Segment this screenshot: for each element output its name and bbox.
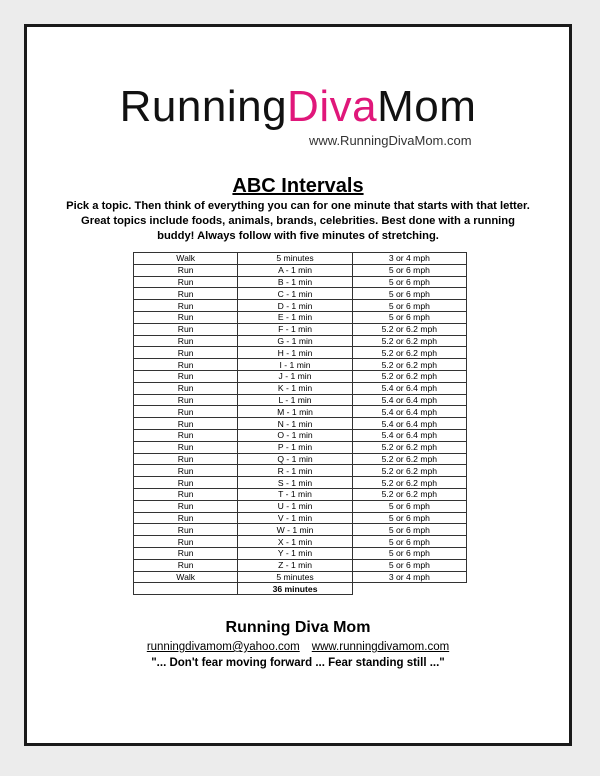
activity-cell: Walk xyxy=(134,253,238,265)
activity-cell: Run xyxy=(134,300,238,312)
interval-cell: A - 1 min xyxy=(238,264,352,276)
activity-cell: Run xyxy=(134,441,238,453)
total-spacer-cell xyxy=(352,583,466,595)
site-url: www.RunningDivaMom.com xyxy=(309,133,472,148)
interval-cell: B - 1 min xyxy=(238,276,352,288)
speed-cell: 5.4 or 6.4 mph xyxy=(352,429,466,441)
table-row xyxy=(134,571,467,583)
activity-cell: Run xyxy=(134,512,238,524)
interval-cell: N - 1 min xyxy=(238,418,352,430)
activity-cell: Run xyxy=(134,465,238,477)
table-row xyxy=(134,253,467,265)
total-spacer-cell xyxy=(134,583,238,595)
table-row xyxy=(134,477,467,489)
interval-cell: Y - 1 min xyxy=(238,547,352,559)
speed-cell: 5.4 or 6.4 mph xyxy=(352,394,466,406)
activity-cell: Walk xyxy=(134,571,238,583)
activity-cell: Run xyxy=(134,382,238,394)
table-row xyxy=(134,524,467,536)
table-row xyxy=(134,488,467,500)
speed-cell: 5 or 6 mph xyxy=(352,500,466,512)
activity-cell: Run xyxy=(134,500,238,512)
speed-cell: 5.2 or 6.2 mph xyxy=(352,370,466,382)
table-row xyxy=(134,370,467,382)
table-row xyxy=(134,276,467,288)
interval-cell: S - 1 min xyxy=(238,477,352,489)
table-row xyxy=(134,429,467,441)
table-row xyxy=(134,418,467,430)
speed-cell: 5.4 or 6.4 mph xyxy=(352,406,466,418)
speed-cell: 5.2 or 6.2 mph xyxy=(352,465,466,477)
table-row xyxy=(134,323,467,335)
speed-cell: 5.2 or 6.2 mph xyxy=(352,323,466,335)
speed-cell: 5.2 or 6.2 mph xyxy=(352,359,466,371)
table-row xyxy=(134,453,467,465)
speed-cell: 5 or 6 mph xyxy=(352,547,466,559)
interval-cell: P - 1 min xyxy=(238,441,352,453)
table-row xyxy=(134,441,467,453)
table-row xyxy=(134,559,467,571)
page-title: ABC Intervals xyxy=(232,175,364,197)
interval-cell: W - 1 min xyxy=(238,524,352,536)
interval-cell: R - 1 min xyxy=(238,465,352,477)
interval-cell: E - 1 min xyxy=(238,311,352,323)
table-row xyxy=(134,500,467,512)
activity-cell: Run xyxy=(134,547,238,559)
interval-cell: 5 minutes xyxy=(238,571,352,583)
footer-quote: "... Don't fear moving forward ... Fear standing still ..." xyxy=(151,657,445,669)
speed-cell: 5 or 6 mph xyxy=(352,524,466,536)
table-row xyxy=(134,406,467,418)
table-row xyxy=(134,382,467,394)
activity-cell: Run xyxy=(134,488,238,500)
interval-cell: C - 1 min xyxy=(238,288,352,300)
speed-cell: 5 or 6 mph xyxy=(352,264,466,276)
total-row xyxy=(134,583,467,595)
interval-cell: 5 minutes xyxy=(238,253,352,265)
footer-name: Running Diva Mom xyxy=(225,619,371,636)
interval-cell: Q - 1 min xyxy=(238,453,352,465)
logo-part-diva: Diva xyxy=(287,82,378,131)
speed-cell: 5.4 or 6.4 mph xyxy=(352,418,466,430)
interval-cell: T - 1 min xyxy=(238,488,352,500)
activity-cell: Run xyxy=(134,429,238,441)
speed-cell: 5.2 or 6.2 mph xyxy=(352,453,466,465)
speed-cell: 5 or 6 mph xyxy=(352,311,466,323)
table-row xyxy=(134,335,467,347)
interval-cell: H - 1 min xyxy=(238,347,352,359)
table-row xyxy=(134,300,467,312)
activity-cell: Run xyxy=(134,311,238,323)
activity-cell: Run xyxy=(134,335,238,347)
activity-cell: Run xyxy=(134,477,238,489)
total-cell: 36 minutes xyxy=(238,583,352,595)
interval-cell: X - 1 min xyxy=(238,536,352,548)
interval-cell: U - 1 min xyxy=(238,500,352,512)
speed-cell: 5 or 6 mph xyxy=(352,536,466,548)
table-row xyxy=(134,288,467,300)
speed-cell: 5.2 or 6.2 mph xyxy=(352,347,466,359)
table-row xyxy=(134,512,467,524)
speed-cell: 5.2 or 6.2 mph xyxy=(352,477,466,489)
activity-cell: Run xyxy=(134,536,238,548)
speed-cell: 5.2 or 6.2 mph xyxy=(352,335,466,347)
footer-links xyxy=(27,641,569,653)
activity-cell: Run xyxy=(134,359,238,371)
speed-cell: 5.4 or 6.4 mph xyxy=(352,382,466,394)
document-page xyxy=(24,24,572,746)
interval-cell: V - 1 min xyxy=(238,512,352,524)
speed-cell: 3 or 4 mph xyxy=(352,571,466,583)
activity-cell: Run xyxy=(134,276,238,288)
speed-cell: 5 or 6 mph xyxy=(352,288,466,300)
activity-cell: Run xyxy=(134,453,238,465)
email-link[interactable]: runningdivamom@yahoo.com xyxy=(146,641,300,653)
website-link[interactable]: www.runningdivamom.com xyxy=(311,641,450,653)
activity-cell: Run xyxy=(134,394,238,406)
table-row xyxy=(134,547,467,559)
table-row xyxy=(134,536,467,548)
activity-cell: Run xyxy=(134,418,238,430)
activity-cell: Run xyxy=(134,288,238,300)
speed-cell: 5.2 or 6.2 mph xyxy=(352,488,466,500)
speed-cell: 5.2 or 6.2 mph xyxy=(352,441,466,453)
interval-cell: O - 1 min xyxy=(238,429,352,441)
activity-cell: Run xyxy=(134,323,238,335)
activity-cell: Run xyxy=(134,347,238,359)
logo-part-mom: Mom xyxy=(377,82,477,131)
interval-cell: F - 1 min xyxy=(238,323,352,335)
table-row xyxy=(134,394,467,406)
interval-cell: K - 1 min xyxy=(238,382,352,394)
intervals-table xyxy=(133,252,467,595)
activity-cell: Run xyxy=(134,264,238,276)
table-row xyxy=(134,359,467,371)
table-row xyxy=(134,311,467,323)
activity-cell: Run xyxy=(134,559,238,571)
speed-cell: 5 or 6 mph xyxy=(352,512,466,524)
intro-text: Pick a topic. Then think of everything you can for one minute that starts with that letter. Great topics include foods, animals, brands, celebrities. Best done with a running buddy! Always follow with five minutes of stretching. xyxy=(66,200,530,242)
speed-cell: 5 or 6 mph xyxy=(352,276,466,288)
speed-cell: 3 or 4 mph xyxy=(352,253,466,265)
logo-part-running: Running xyxy=(119,82,288,131)
table-row xyxy=(134,465,467,477)
activity-cell: Run xyxy=(134,370,238,382)
activity-cell: Run xyxy=(134,524,238,536)
interval-cell: I - 1 min xyxy=(238,359,352,371)
interval-cell: M - 1 min xyxy=(238,406,352,418)
speed-cell: 5 or 6 mph xyxy=(352,559,466,571)
speed-cell: 5 or 6 mph xyxy=(352,300,466,312)
interval-cell: L - 1 min xyxy=(238,394,352,406)
interval-cell: G - 1 min xyxy=(238,335,352,347)
interval-cell: D - 1 min xyxy=(238,300,352,312)
interval-cell: J - 1 min xyxy=(238,370,352,382)
table-row xyxy=(134,264,467,276)
interval-cell: Z - 1 min xyxy=(238,559,352,571)
table-row xyxy=(134,347,467,359)
logo xyxy=(27,82,569,131)
activity-cell: Run xyxy=(134,406,238,418)
